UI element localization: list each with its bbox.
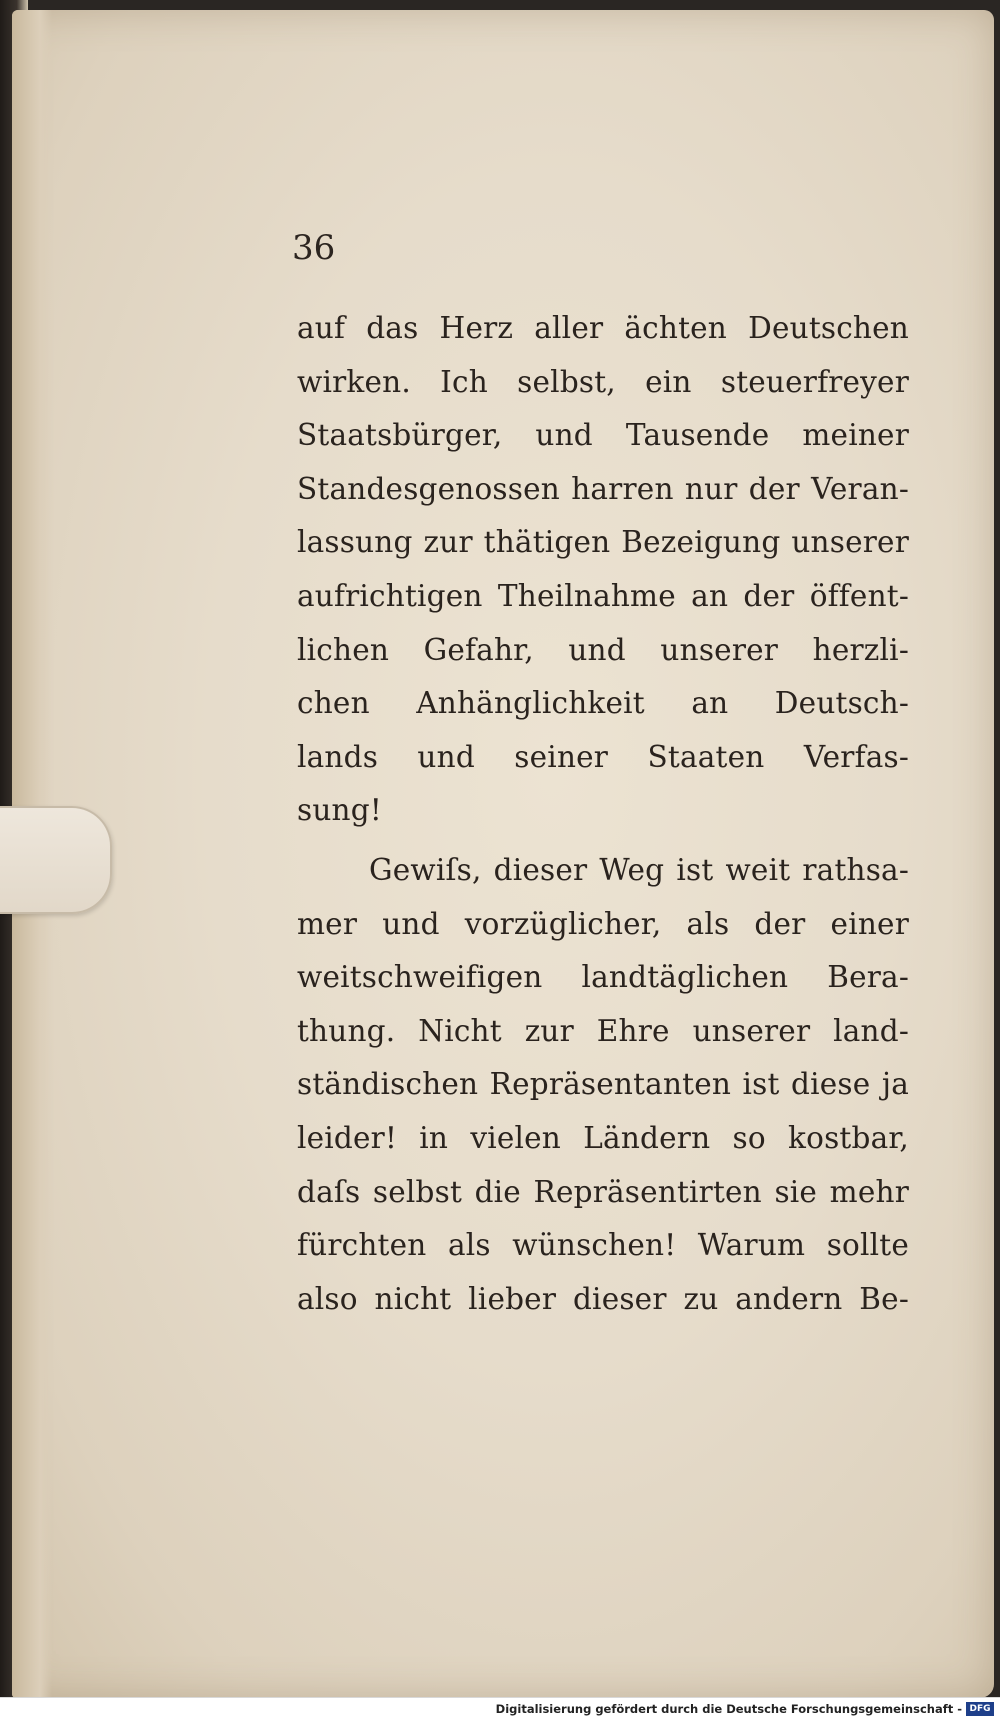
text-line: wirken. Ich selbst, ein steuerfreyer	[297, 364, 909, 399]
text-line: lassung zur thätigen Bezeigung unserer	[297, 525, 909, 560]
text-line: also nicht lieber dieser zu andern Be-	[297, 1281, 909, 1316]
text-line: Gewiſs, dieser Weg ist weit rathsa-	[369, 852, 909, 887]
text-line: Staatsbürger, und Tausende meiner	[297, 418, 909, 453]
footer-credit: Digitalisierung gefördert durch die Deutsche Forschungsgemeinschaft -	[495, 1702, 962, 1716]
text-line: lands und seiner Staaten Verfas-	[297, 739, 909, 774]
text-line: leider! in vielen Ländern so kostbar,	[297, 1120, 909, 1155]
page-number: 36	[292, 228, 336, 268]
text-line: Standesgenossen harren nur der Veran-	[297, 471, 909, 506]
text-line: mer und vorzüglicher, als der einer	[297, 906, 909, 941]
text-line: aufrichtigen Theilnahme an der öffent-	[297, 578, 909, 613]
digitization-footer	[0, 1697, 1000, 1720]
bookmark-clip	[0, 806, 112, 914]
text-line: sung!	[297, 793, 382, 828]
text-line: chen Anhänglichkeit an Deutsch-	[297, 686, 909, 721]
page-text	[297, 302, 909, 1326]
text-line: weitschweifigen landtäglichen Bera-	[297, 960, 909, 995]
text-line: fürchten als wünschen! Warum sollte	[297, 1228, 909, 1263]
text-line: ständischen Repräsentanten ist diese ja	[297, 1067, 909, 1102]
text-line: auf das Herz aller ächten Deutschen	[297, 311, 909, 345]
dfg-logo-icon: DFG	[966, 1702, 994, 1716]
text-line: daſs selbst die Repräsentirten sie mehr	[297, 1174, 909, 1209]
text-line: thung. Nicht zur Ehre unserer land-	[297, 1013, 909, 1048]
text-line: lichen Gefahr, und unserer herzli-	[297, 632, 909, 667]
